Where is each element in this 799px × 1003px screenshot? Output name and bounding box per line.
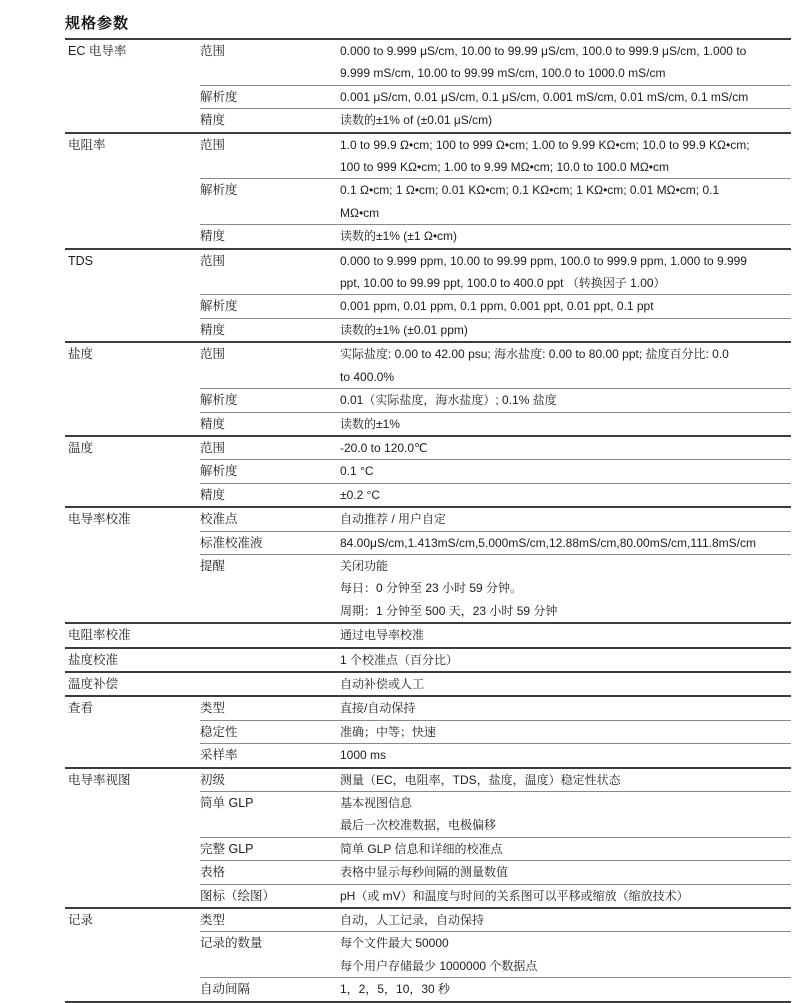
param-label: 表格 bbox=[200, 865, 226, 880]
param-value bbox=[340, 978, 791, 1000]
value-line: pH（或 mV）和温度与时间的关系图可以平移或缩放（缩放技术） bbox=[340, 888, 689, 903]
spec-section bbox=[65, 134, 791, 250]
param-label: 解析度 bbox=[200, 299, 238, 314]
param-value bbox=[340, 769, 791, 791]
page-title: 规格参数 bbox=[65, 15, 130, 32]
spec-section bbox=[65, 769, 791, 909]
param-value bbox=[340, 484, 791, 506]
spec-row bbox=[200, 108, 791, 131]
value-line: 读数的±1% (±0.01 ppm) bbox=[340, 322, 468, 337]
param-label: 解析度 bbox=[200, 183, 238, 198]
spec-row bbox=[200, 837, 791, 860]
value-line: 0.001 ppm, 0.01 ppm, 0.1 ppm, 0.001 ppt, 0.01 ppt, 0.1 ppt bbox=[340, 299, 654, 314]
param-label: 初级 bbox=[200, 772, 226, 787]
spec-row bbox=[200, 437, 791, 459]
value-line: 每个文件最大 50000 bbox=[340, 936, 449, 951]
spec-row bbox=[200, 697, 791, 719]
param-value bbox=[340, 532, 791, 554]
param-value bbox=[340, 649, 791, 671]
value-line: 1.0 to 99.9 Ω•cm; 100 to 999 Ω•cm; 1.00 to 9.99 KΩ•cm; 10.0 to 99.9 KΩ•cm; bbox=[340, 137, 750, 152]
spec-section bbox=[65, 437, 791, 508]
param-label: 范围 bbox=[200, 347, 226, 362]
spec-row bbox=[200, 977, 791, 1000]
param-value bbox=[340, 721, 791, 743]
value-line: 84.00μS/cm,1.413mS/cm,5.000mS/cm,12.88mS/cm,80.00mS/cm,111.8mS/cm bbox=[340, 535, 756, 550]
section-label: 查看 bbox=[68, 701, 94, 716]
spec-row bbox=[200, 673, 791, 695]
spec-row bbox=[200, 412, 791, 435]
value-line: 9.999 mS/cm, 10.00 to 99.99 mS/cm, 100.0 to 1000.0 mS/cm bbox=[340, 66, 666, 81]
value-line: 自动，人工记录，自动保持 bbox=[340, 913, 485, 928]
spec-row bbox=[200, 483, 791, 506]
value-line: 0.000 to 9.999 μS/cm, 10.00 to 99.99 μS/cm, 100.0 to 999.9 μS/cm, 1.000 to bbox=[340, 44, 747, 58]
param-label: 精度 bbox=[200, 416, 226, 431]
param-label: 完整 GLP bbox=[200, 841, 254, 856]
spec-row bbox=[200, 250, 791, 295]
param-label: 标准校准液 bbox=[200, 535, 263, 550]
spec-table bbox=[65, 38, 791, 1003]
param-value bbox=[340, 861, 791, 883]
section-rows bbox=[200, 437, 791, 506]
param-label: 采样率 bbox=[200, 748, 238, 763]
section-label: 温度补偿 bbox=[68, 676, 119, 691]
value-line: ppt, 10.00 to 99.99 ppt, 100.0 to 400.0 ppt （转换因子 1.00） bbox=[340, 276, 666, 291]
spec-row bbox=[200, 40, 791, 85]
value-line: 直接/自动保持 bbox=[340, 701, 416, 716]
spec-row bbox=[200, 343, 791, 388]
spec-row bbox=[200, 791, 791, 837]
value-line: 关闭功能 bbox=[340, 558, 389, 573]
section-rows bbox=[200, 134, 791, 248]
param-label: 类型 bbox=[200, 913, 226, 928]
param-value bbox=[340, 40, 791, 85]
value-line: 0.001 μS/cm, 0.01 μS/cm, 0.1 μS/cm, 0.001 mS/cm, 0.01 mS/cm, 0.1 mS/cm bbox=[340, 89, 749, 104]
param-label: 稳定性 bbox=[200, 724, 238, 739]
param-value bbox=[340, 909, 791, 931]
value-line: to 400.0% bbox=[340, 369, 395, 384]
section-rows bbox=[200, 250, 791, 342]
value-line: 1，2，5，10，30 秒 bbox=[340, 982, 451, 997]
param-label: 图标（绘图） bbox=[200, 888, 276, 903]
value-line: 通过电导率校准 bbox=[340, 628, 425, 643]
value-line: -20.0 to 120.0℃ bbox=[340, 440, 428, 455]
value-line: 0.000 to 9.999 ppm, 10.00 to 99.99 ppm, 100.0 to 999.9 ppm, 1.000 to 9.999 bbox=[340, 253, 747, 268]
param-value bbox=[340, 744, 791, 766]
spec-section bbox=[65, 250, 791, 344]
param-value bbox=[340, 624, 791, 646]
section-label: EC 电导率 bbox=[68, 44, 127, 58]
param-value bbox=[340, 460, 791, 482]
value-line: 实际盐度: 0.00 to 42.00 psu; 海水盐度: 0.00 to 80.00 ppt; 盐度百分比: 0.0 bbox=[340, 347, 729, 362]
value-line: 表格中显示每秒间隔的测量数值 bbox=[340, 865, 509, 880]
spec-section bbox=[65, 343, 791, 437]
value-line: 准确；中等；快速 bbox=[340, 724, 437, 739]
param-value bbox=[340, 225, 791, 247]
spec-row bbox=[200, 318, 791, 341]
value-line: 简单 GLP 信息和详细的校准点 bbox=[340, 841, 503, 856]
spec-row bbox=[200, 624, 791, 646]
spec-row bbox=[200, 459, 791, 482]
spec-section bbox=[65, 508, 791, 624]
section-rows bbox=[200, 508, 791, 622]
param-label: 精度 bbox=[200, 113, 226, 128]
param-label: 提醒 bbox=[200, 558, 226, 573]
value-line: 最后一次校准数据，电极偏移 bbox=[340, 818, 497, 833]
param-label: 精度 bbox=[200, 229, 226, 244]
param-label: 类型 bbox=[200, 701, 226, 716]
param-label: 范围 bbox=[200, 137, 226, 152]
param-value bbox=[340, 792, 791, 837]
spec-row bbox=[200, 294, 791, 317]
param-label: 解析度 bbox=[200, 89, 238, 104]
spec-row bbox=[200, 860, 791, 883]
value-line: 每日：0 分钟至 23 小时 59 分钟。 bbox=[340, 581, 523, 596]
param-label: 校准点 bbox=[200, 512, 238, 527]
section-rows bbox=[200, 697, 791, 766]
value-line: 读数的±1% of (±0.01 μS/cm) bbox=[340, 113, 493, 128]
spec-section bbox=[65, 673, 791, 697]
section-label: 温度 bbox=[68, 440, 94, 455]
spec-row bbox=[200, 769, 791, 791]
param-label: 范围 bbox=[200, 44, 226, 58]
param-value bbox=[340, 413, 791, 435]
section-rows bbox=[200, 649, 791, 671]
spec-document bbox=[65, 12, 791, 1003]
param-value bbox=[340, 319, 791, 341]
param-label: 范围 bbox=[200, 253, 226, 268]
spec-row bbox=[200, 134, 791, 179]
section-label: 盐度校准 bbox=[68, 652, 119, 667]
param-value bbox=[340, 838, 791, 860]
value-line: 周期：1 分钟至 500 天，23 小时 59 分钟 bbox=[340, 603, 558, 618]
spec-row bbox=[200, 178, 791, 224]
value-line: 读数的±1% (±1 Ω•cm) bbox=[340, 229, 458, 244]
spec-row bbox=[200, 743, 791, 766]
param-value bbox=[340, 134, 791, 179]
param-label: 精度 bbox=[200, 487, 226, 502]
value-line: 读数的±1% bbox=[340, 416, 400, 431]
spec-section bbox=[65, 624, 791, 648]
section-rows bbox=[200, 624, 791, 646]
param-label: 精度 bbox=[200, 322, 226, 337]
section-label: 盐度 bbox=[68, 347, 94, 362]
spec-row bbox=[200, 909, 791, 931]
spec-row bbox=[200, 649, 791, 671]
param-value bbox=[340, 250, 791, 295]
value-line: 0.01（实际盐度，海水盐度）; 0.1% 盐度 bbox=[340, 393, 557, 408]
section-rows bbox=[200, 40, 791, 132]
section-rows bbox=[200, 909, 791, 1001]
param-value bbox=[340, 508, 791, 530]
value-line: 测量（EC，电阻率，TDS，盐度，温度）稳定性状态 bbox=[340, 772, 621, 787]
spec-section bbox=[65, 909, 791, 1003]
spec-row bbox=[200, 531, 791, 554]
param-value bbox=[340, 389, 791, 411]
spec-row bbox=[200, 388, 791, 411]
param-label: 自动间隔 bbox=[200, 982, 251, 997]
spec-row bbox=[200, 554, 791, 622]
value-line: 0.1 Ω•cm; 1 Ω•cm; 0.01 KΩ•cm; 0.1 KΩ•cm; 1 KΩ•cm; 0.01 MΩ•cm; 0.1 bbox=[340, 183, 720, 198]
value-line: 0.1 °C bbox=[340, 464, 374, 479]
spec-row bbox=[200, 508, 791, 530]
value-line: MΩ•cm bbox=[340, 205, 380, 220]
value-line: 基本视图信息 bbox=[340, 796, 413, 810]
section-label: 电阻率校准 bbox=[68, 628, 131, 643]
param-value bbox=[340, 179, 791, 224]
section-rows bbox=[200, 673, 791, 695]
section-rows bbox=[200, 343, 791, 435]
param-value bbox=[340, 697, 791, 719]
param-label: 解析度 bbox=[200, 393, 238, 408]
value-line: ±0.2 °C bbox=[340, 487, 381, 502]
spec-row bbox=[200, 224, 791, 247]
param-label: 解析度 bbox=[200, 464, 238, 479]
value-line: 自动推荐 / 用户自定 bbox=[340, 512, 447, 527]
spec-row bbox=[200, 85, 791, 108]
param-value bbox=[340, 673, 791, 695]
param-value bbox=[340, 109, 791, 131]
param-value bbox=[340, 86, 791, 108]
param-value bbox=[340, 555, 791, 622]
param-value bbox=[340, 343, 791, 388]
section-label: TDS bbox=[68, 253, 93, 268]
value-line: 1000 ms bbox=[340, 748, 387, 763]
spec-section bbox=[65, 697, 791, 768]
section-label: 记录 bbox=[68, 913, 94, 928]
section-rows bbox=[200, 769, 791, 907]
value-line: 1 个校准点（百分比） bbox=[340, 652, 459, 667]
param-label: 范围 bbox=[200, 440, 226, 455]
param-value bbox=[340, 885, 791, 907]
param-label: 简单 GLP bbox=[200, 796, 254, 810]
param-value bbox=[340, 437, 791, 459]
value-line: 100 to 999 KΩ•cm; 1.00 to 9.99 MΩ•cm; 10.0 to 100.0 MΩ•cm bbox=[340, 160, 670, 175]
value-line: 自动补偿或人工 bbox=[340, 676, 425, 691]
spec-row bbox=[200, 884, 791, 907]
param-label: 记录的数量 bbox=[200, 936, 263, 951]
param-value bbox=[340, 932, 791, 977]
spec-section bbox=[65, 649, 791, 673]
spec-section bbox=[65, 40, 791, 134]
spec-row bbox=[200, 931, 791, 977]
spec-row bbox=[200, 720, 791, 743]
section-label: 电导率视图 bbox=[68, 772, 131, 787]
param-value bbox=[340, 295, 791, 317]
section-label: 电阻率 bbox=[68, 137, 106, 152]
section-label: 电导率校准 bbox=[68, 512, 131, 527]
value-line: 每个用户存储最少 1000000 个数据点 bbox=[340, 958, 538, 973]
